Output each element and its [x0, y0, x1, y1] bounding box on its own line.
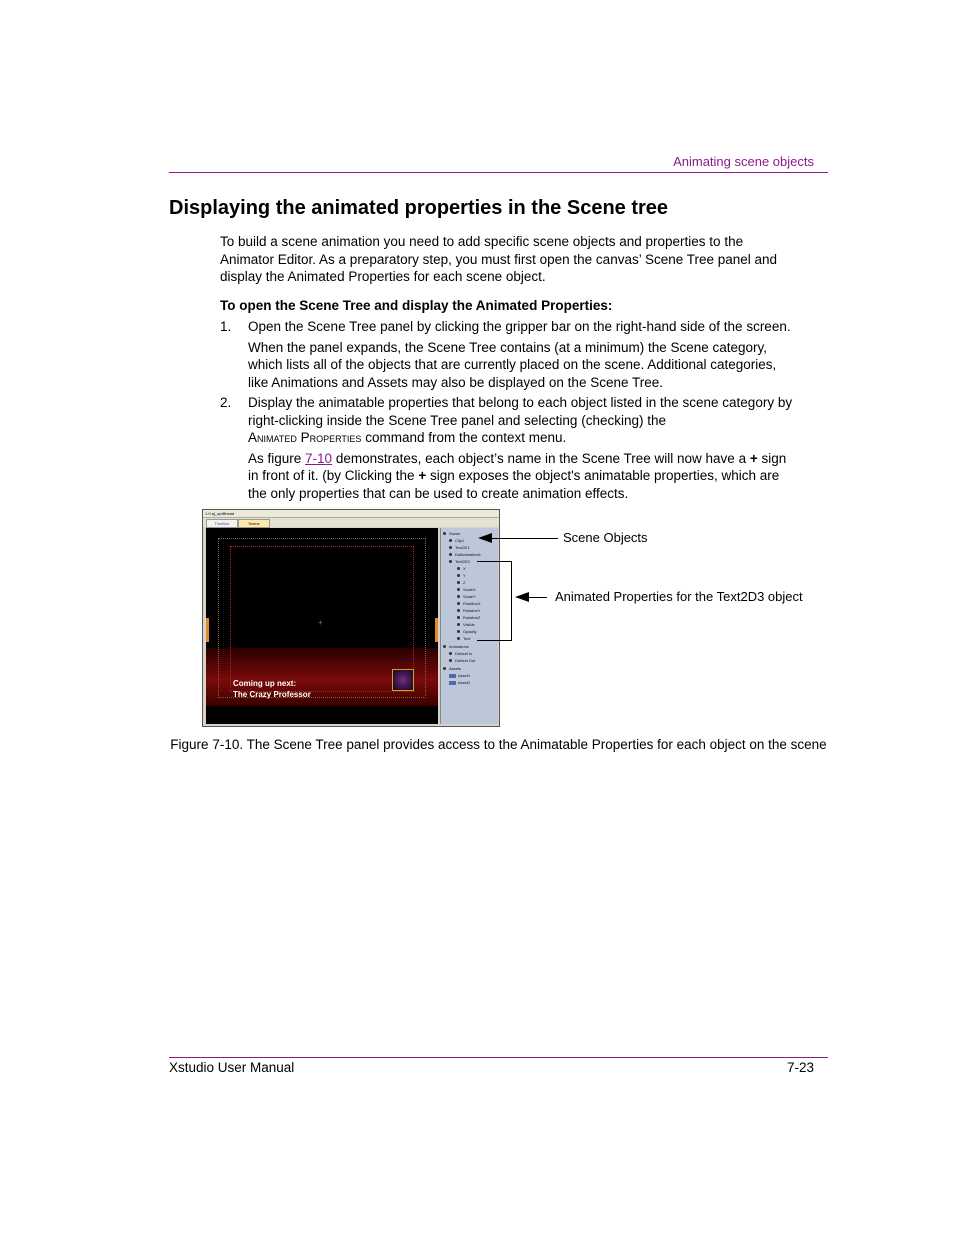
footer-rule — [169, 1057, 828, 1058]
step-1 — [220, 318, 800, 391]
scene-tree-label: Animations — [449, 644, 469, 649]
promo-line: The Crazy Professor — [233, 690, 311, 699]
scene-tree-label: Scene — [449, 531, 461, 536]
tab-timeline[interactable]: Timeline — [206, 519, 238, 528]
footer-manual-title: Xstudio User Manual — [169, 1060, 295, 1075]
scene-tree-label: ScaleX — [463, 587, 476, 592]
section-heading: Displaying the animated properties in the Scene tree — [169, 197, 669, 219]
annotation-leader — [492, 538, 558, 539]
scene-tree-item[interactable] — [449, 651, 472, 657]
scene-tree-label: Clip1 — [455, 538, 465, 543]
scene-tree-label: Text — [463, 636, 471, 641]
node-icon — [457, 588, 460, 591]
bracket-bottom — [477, 640, 512, 641]
scene-tree-item[interactable] — [457, 636, 470, 642]
window-title: 1.0 aj_optBhead — [203, 510, 499, 518]
plus-sign: + — [418, 468, 427, 483]
scene-tree-label: Visible — [463, 622, 475, 627]
node-icon — [457, 595, 460, 598]
scene-tree-panel[interactable] — [440, 528, 498, 724]
scene-tree-item[interactable] — [457, 601, 481, 607]
canvas-tabs — [203, 518, 499, 527]
node-icon — [457, 581, 460, 584]
step-number: 1. — [220, 319, 232, 334]
scene-tree-label: ScaleY — [463, 594, 476, 599]
channel-logo-icon — [392, 669, 414, 691]
scene-tree-label: Z — [463, 580, 466, 585]
scene-tree-item[interactable] — [457, 573, 466, 579]
scene-tree-screenshot — [202, 509, 500, 727]
node-icon — [457, 609, 460, 612]
scene-tree-label: Assets — [449, 666, 462, 671]
scene-tree-label: X — [463, 566, 466, 571]
node-icon — [457, 574, 460, 577]
scene-tree-label: DsfAnimation1 — [455, 552, 482, 557]
intro-paragraph: To build a scene animation you need to add specific scene objects and properties to the Animator Editor. As a preparatory step, you must first open the canvas’ Scene Tree panel and display the Animated Properties for each scene object. — [220, 234, 778, 284]
scene-tree-label: Asset2 — [458, 680, 471, 685]
scene-tree-label: RotationX — [463, 601, 481, 606]
node-icon — [457, 623, 460, 626]
node-icon — [457, 602, 460, 605]
node-icon — [443, 532, 446, 535]
scene-tree-item[interactable] — [449, 559, 470, 565]
detail-part: As figure — [248, 450, 302, 466]
left-gripper-bar[interactable] — [206, 618, 209, 642]
scene-tree-item[interactable] — [449, 673, 470, 679]
node-icon — [443, 645, 446, 648]
scene-tree-item[interactable] — [457, 622, 475, 628]
scene-tree-item[interactable] — [443, 666, 461, 672]
step-detail: When the panel expands, the Scene Tree contains (at a minimum) the Scene category, which lists all of the objects that are currently placed on the scene. Additional categories, like Animations and Assets may also be displayed on the Scene Tree. — [248, 339, 777, 390]
scene-tree-label: RotationZ — [463, 615, 481, 620]
scene-tree-item[interactable] — [449, 680, 470, 686]
asset-icon — [449, 681, 456, 685]
scene-tree-item[interactable] — [457, 629, 477, 635]
scene-tree-item[interactable] — [457, 587, 476, 593]
steps-list — [220, 318, 800, 505]
scene-tree-label: Y — [463, 573, 466, 578]
bracket-top — [477, 561, 512, 562]
step-text-part: command from the context menu. — [365, 430, 567, 445]
page-number: 7-23 — [786, 1060, 814, 1075]
node-icon — [457, 567, 460, 570]
arrow-left-icon — [515, 592, 529, 602]
scene-tree-label: Default Out — [455, 658, 476, 663]
annotation-scene-objects: Scene Objects — [563, 530, 648, 545]
scene-tree-label: RotationY — [463, 608, 481, 613]
node-icon — [449, 659, 452, 662]
step-2 — [220, 394, 800, 502]
scene-tree-item[interactable] — [457, 566, 466, 572]
procedure-title: To open the Scene Tree and display the Animated Properties: — [220, 298, 613, 313]
annotation-leader — [528, 597, 547, 598]
node-icon — [449, 560, 452, 563]
scene-tree-label: Default In — [455, 651, 473, 656]
node-icon — [457, 616, 460, 619]
running-header: Animating scene objects — [673, 154, 814, 169]
step-text — [248, 394, 800, 447]
scene-tree-label: Opacity — [463, 629, 477, 634]
scene-tree-item[interactable] — [449, 552, 481, 558]
scene-tree-item[interactable] — [457, 580, 465, 586]
bracket-vertical — [511, 561, 512, 641]
annotation-animated-properties: Animated Properties for the Text2D3 object — [555, 589, 803, 604]
right-gripper-bar[interactable] — [435, 618, 438, 642]
step-detail — [248, 450, 800, 503]
figure-link[interactable]: 7-10 — [305, 450, 333, 466]
scene-tree-item[interactable] — [449, 538, 464, 544]
scene-tree-item[interactable] — [443, 644, 469, 650]
crosshair-icon: + — [318, 618, 323, 627]
node-icon — [449, 539, 452, 542]
figure-caption: Figure 7-10. The Scene Tree panel provides access to the Animatable Properties for each object on the scene — [170, 737, 827, 752]
step-text: Open the Scene Tree panel by clicking the gripper bar on the right-hand side of the screen. — [248, 319, 791, 334]
detail-part: sign in front of it. (by Clicking the — [248, 450, 787, 483]
scene-tree-item[interactable] — [457, 615, 480, 621]
promo-text — [233, 678, 311, 700]
scene-tree-label: Text2D3 — [455, 559, 470, 564]
step-text-part: Display the animatable properties that belong to each object listed in the scene category by right-clicking inside the Scene Tree panel and selecting (checking) the — [248, 395, 793, 428]
detail-part: sign exposes the object's animatable properties, which are the only properties that can be used to create animation effects. — [248, 468, 780, 501]
node-icon — [457, 630, 460, 633]
tab-scene[interactable]: Scene — [238, 519, 270, 528]
scene-tree-item[interactable] — [449, 658, 475, 664]
scene-tree-label: Asset1 — [458, 673, 471, 678]
step-number: 2. — [220, 395, 232, 410]
scene-tree-item[interactable] — [443, 531, 460, 537]
node-icon — [443, 667, 446, 670]
scene-tree-item[interactable] — [457, 608, 481, 614]
header-rule — [169, 172, 828, 173]
promo-line: Coming up next: — [233, 679, 297, 688]
scene-tree-label: Text2D1 — [455, 545, 470, 550]
scene-tree-item[interactable] — [449, 545, 470, 551]
arrow-left-icon — [478, 533, 492, 543]
scene-canvas — [206, 528, 438, 724]
node-icon — [449, 553, 452, 556]
node-icon — [449, 652, 452, 655]
asset-icon — [449, 674, 456, 678]
node-icon — [457, 637, 460, 640]
detail-part: demonstrates, each object’s name in the Scene Tree will now have a — [335, 450, 747, 466]
node-icon — [449, 546, 452, 549]
scene-tree-item[interactable] — [457, 594, 476, 600]
plus-sign: + — [749, 450, 758, 466]
command-name: Animated Properties — [248, 430, 362, 445]
